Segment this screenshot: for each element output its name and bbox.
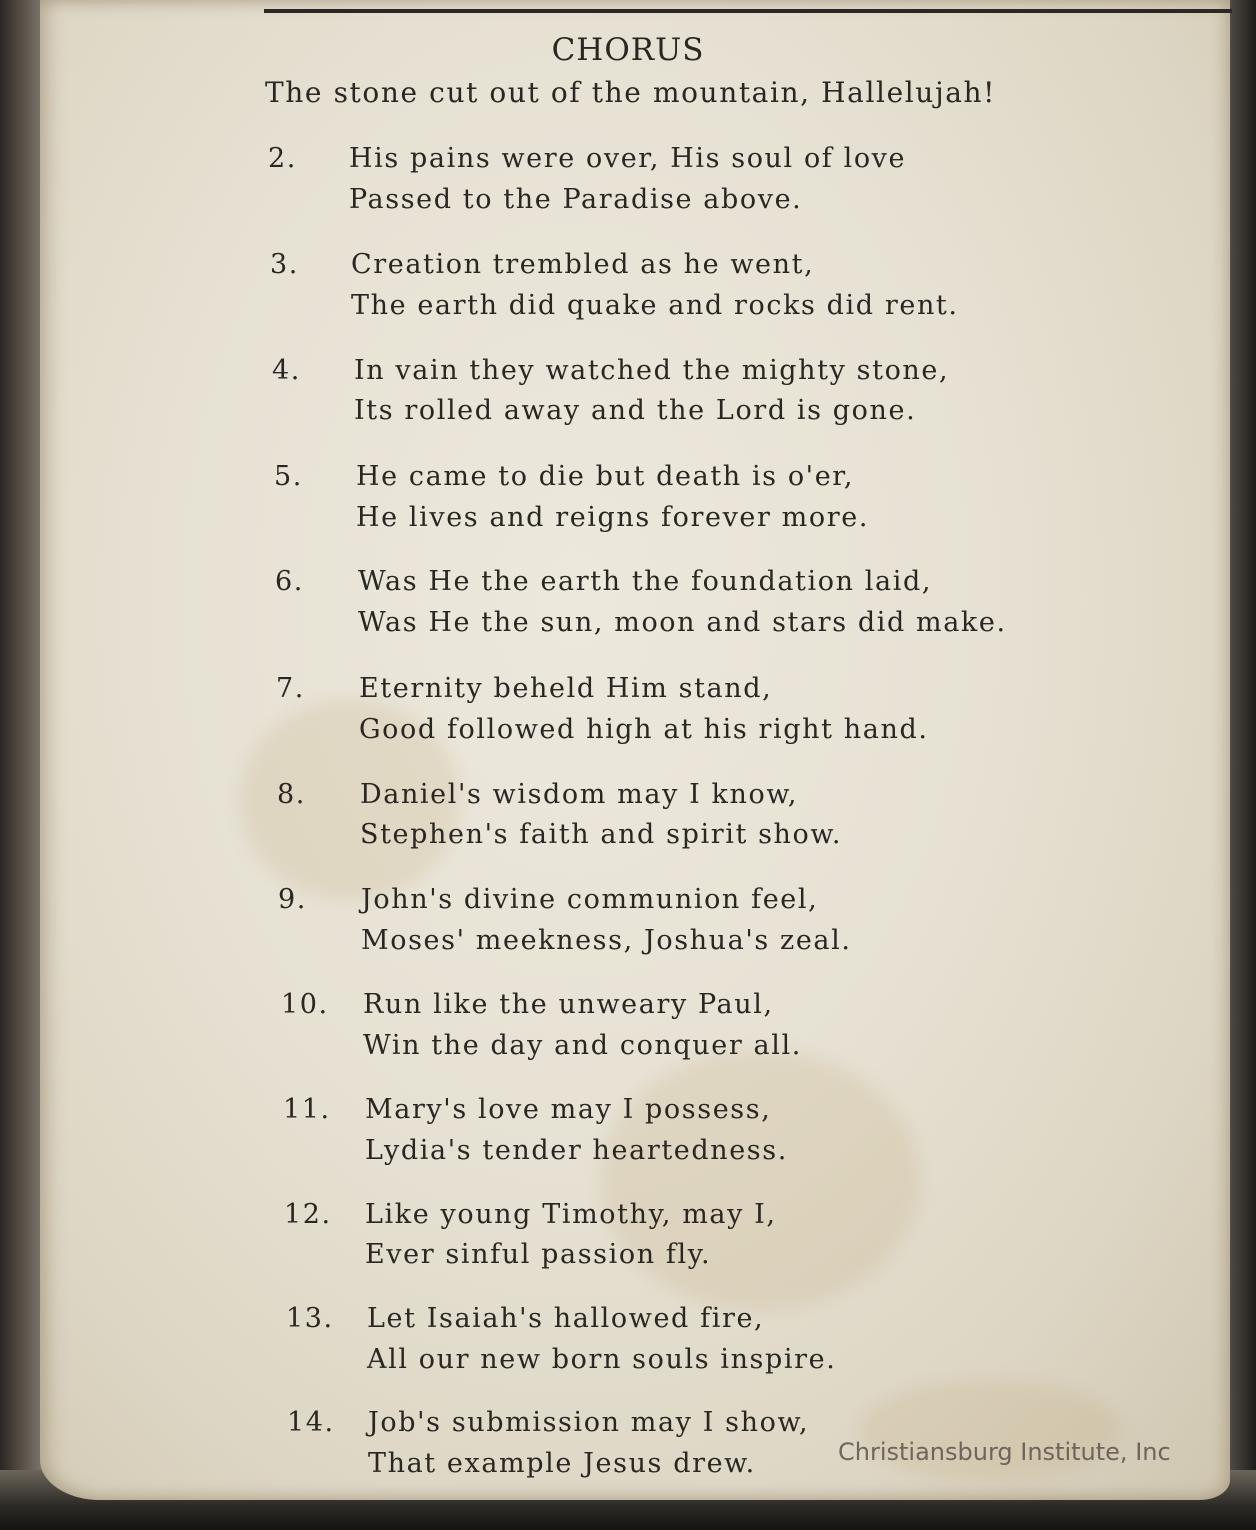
verse-line: Daniel's wisdom may I know, xyxy=(360,779,799,810)
verse-line: Job's submission may I show, xyxy=(368,1407,810,1438)
verse-number: 10. xyxy=(281,989,329,1020)
verse-line: Creation trembled as he went, xyxy=(351,249,815,280)
verse-number: 5. xyxy=(274,461,303,492)
verse-line: John's divine communion feel, xyxy=(361,884,819,915)
watermark-text: Christiansburg Institute, Inc xyxy=(838,1438,1171,1466)
verse-line: Was He the sun, moon and stars did make. xyxy=(358,607,1007,638)
verse-line: All our new born souls inspire. xyxy=(367,1344,837,1375)
verse-line: Was He the earth the foundation laid, xyxy=(358,566,933,597)
verse-line: Lydia's tender heartedness. xyxy=(365,1135,788,1166)
verse-line: Mary's love may I possess, xyxy=(365,1094,772,1125)
verse-number: 6. xyxy=(275,566,304,597)
verse-line: Good followed high at his right hand. xyxy=(359,714,929,745)
verse-line: Like young Timothy, may I, xyxy=(365,1199,777,1230)
verse-line: He lives and reigns forever more. xyxy=(356,502,870,533)
verse-number: 4. xyxy=(272,355,301,386)
verse-line: Stephen's faith and spirit show. xyxy=(360,819,843,850)
verse-line: He came to die but death is o'er, xyxy=(356,461,854,492)
verse-line: The earth did quake and rocks did rent. xyxy=(351,290,959,321)
verse-line: In vain they watched the mighty stone, xyxy=(354,355,950,386)
verse-number: 12. xyxy=(284,1199,332,1230)
verse-number: 8. xyxy=(277,779,306,810)
verse-line: Its rolled away and the Lord is gone. xyxy=(354,395,917,426)
verse-number: 2. xyxy=(268,143,297,174)
verse-number: 3. xyxy=(270,249,299,280)
verse-line: Passed to the Paradise above. xyxy=(349,184,803,215)
verse-number: 9. xyxy=(278,884,307,915)
chorus-heading: CHORUS xyxy=(551,32,705,68)
verse-line: His pains were over, His soul of love xyxy=(349,143,907,174)
verse-line: Ever sinful passion fly. xyxy=(365,1239,712,1270)
verse-line: Let Isaiah's hallowed fire, xyxy=(367,1303,765,1334)
verse-number: 13. xyxy=(286,1303,334,1334)
verse-line: Run like the unweary Paul, xyxy=(363,989,774,1020)
verse-number: 7. xyxy=(276,673,305,704)
verse-line: That example Jesus drew. xyxy=(368,1448,756,1479)
verse-line: Win the day and conquer all. xyxy=(363,1030,802,1061)
verse-line: Eternity beheld Him stand, xyxy=(359,673,773,704)
verse-number: 14. xyxy=(287,1407,335,1438)
chorus-line: The stone cut out of the mountain, Hallelujah! xyxy=(265,76,996,109)
top-rule-divider xyxy=(264,9,1232,13)
hymn-page xyxy=(40,0,1230,1500)
verse-number: 11. xyxy=(283,1094,331,1125)
verse-line: Moses' meekness, Joshua's zeal. xyxy=(361,925,852,956)
paper-stain xyxy=(600,1050,920,1310)
